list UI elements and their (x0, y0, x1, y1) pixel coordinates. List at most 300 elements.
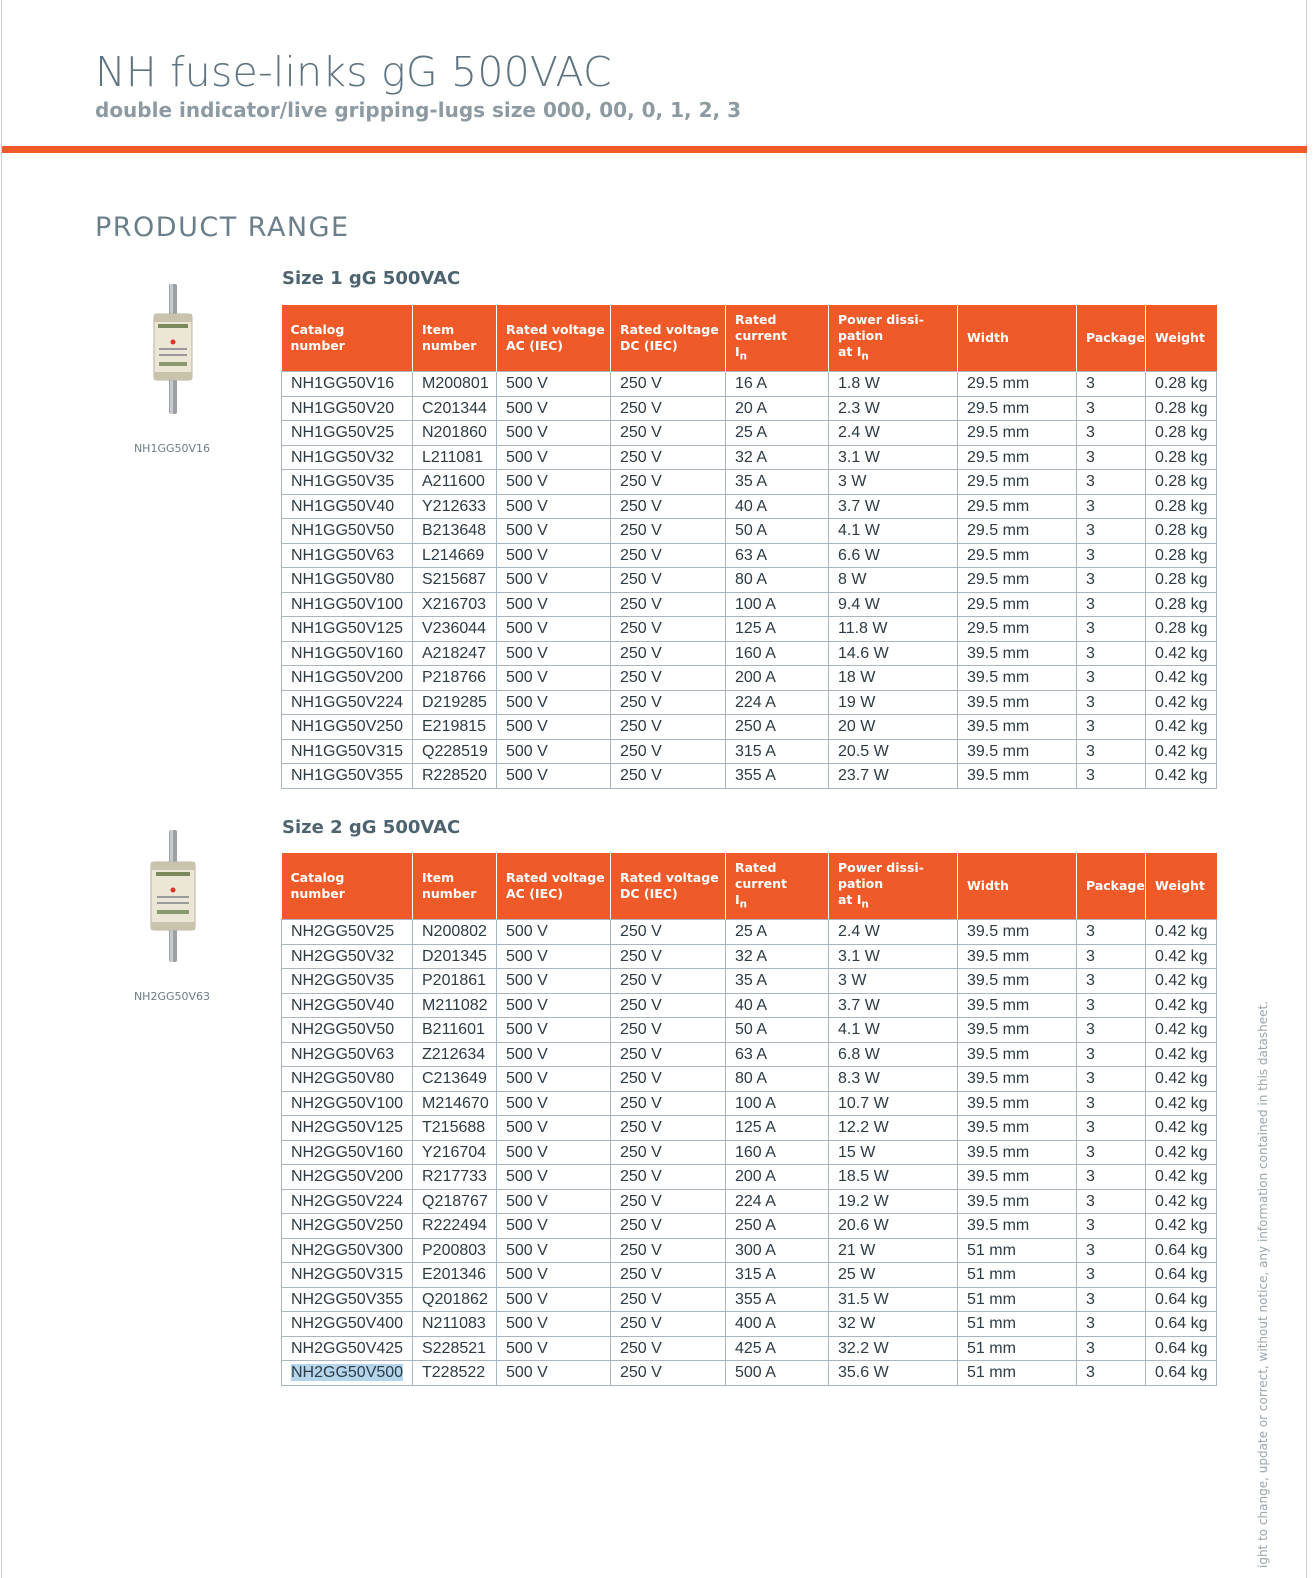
table-row (282, 1263, 1217, 1288)
cell-rated-voltage-dc: 250 V (611, 372, 726, 397)
cell-power-dissipation: 3 W (829, 470, 958, 495)
cell-power-dissipation: 8 W (829, 568, 958, 593)
section-heading: PRODUCT RANGE (95, 212, 350, 243)
cell-package: 3 (1077, 1361, 1146, 1386)
cell-item-number: Y212633 (413, 494, 497, 519)
cell-rated-current: 200 A (726, 666, 829, 691)
cell-package: 3 (1077, 1238, 1146, 1263)
cell-width: 39.5 mm (958, 969, 1077, 994)
cell-rated-voltage-ac: 500 V (497, 1238, 611, 1263)
cell-catalog-number: NH1GG50V200 (282, 666, 413, 691)
cell-catalog-number: NH1GG50V40 (282, 494, 413, 519)
cell-package: 3 (1077, 519, 1146, 544)
cell-width: 29.5 mm (958, 421, 1077, 446)
cell-weight: 0.42 kg (1146, 1189, 1217, 1214)
cell-rated-voltage-ac: 500 V (497, 494, 611, 519)
cell-width: 39.5 mm (958, 1214, 1077, 1239)
cell-package: 3 (1077, 1165, 1146, 1190)
cell-rated-current: 63 A (726, 543, 829, 568)
disclaimer-note: ight to change, update or correct, without notice, any information contained in this datasheet. (1256, 1000, 1270, 1568)
cell-rated-current: 300 A (726, 1238, 829, 1263)
cell-catalog-number: NH2GG50V200 (282, 1165, 413, 1190)
table-row (282, 969, 1217, 994)
cell-package: 3 (1077, 543, 1146, 568)
cell-item-number: B211601 (413, 1018, 497, 1043)
cell-rated-voltage-dc: 250 V (611, 445, 726, 470)
cell-package: 3 (1077, 1312, 1146, 1337)
cell-item-number: C213649 (413, 1067, 497, 1092)
cell-weight: 0.28 kg (1146, 568, 1217, 593)
cell-rated-current: 80 A (726, 568, 829, 593)
cell-item-number: L214669 (413, 543, 497, 568)
cell-rated-current: 32 A (726, 445, 829, 470)
cell-weight: 0.28 kg (1146, 470, 1217, 495)
cell-power-dissipation: 25 W (829, 1263, 958, 1288)
page-subtitle: double indicator/live gripping-lugs size 000, 00, 0, 1, 2, 3 (95, 98, 741, 122)
cell-item-number: B213648 (413, 519, 497, 544)
size2-spec-table (281, 853, 1217, 1386)
table-row (282, 519, 1217, 544)
cell-power-dissipation: 3.7 W (829, 993, 958, 1018)
cell-item-number: E201346 (413, 1263, 497, 1288)
header-catalog-number: Catalog number (282, 853, 413, 920)
cell-item-number: E219815 (413, 715, 497, 740)
cell-catalog-number: NH1GG50V32 (282, 445, 413, 470)
table-row (282, 1361, 1217, 1386)
header-rated-voltage-dc: Rated voltage DC (IEC) (611, 305, 726, 372)
cell-catalog-number: NH2GG50V35 (282, 969, 413, 994)
table-row (282, 1189, 1217, 1214)
table-row (282, 543, 1217, 568)
cell-weight: 0.28 kg (1146, 421, 1217, 446)
cell-rated-voltage-ac: 500 V (497, 519, 611, 544)
cell-width: 51 mm (958, 1361, 1077, 1386)
cell-rated-current: 160 A (726, 1140, 829, 1165)
cell-weight: 0.64 kg (1146, 1336, 1217, 1361)
cell-weight: 0.42 kg (1146, 739, 1217, 764)
cell-width: 39.5 mm (958, 1042, 1077, 1067)
cell-power-dissipation: 31.5 W (829, 1287, 958, 1312)
cell-power-dissipation: 2.4 W (829, 920, 958, 945)
cell-catalog-number: NH2GG50V300 (282, 1238, 413, 1263)
cell-rated-voltage-dc: 250 V (611, 993, 726, 1018)
cell-rated-voltage-ac: 500 V (497, 421, 611, 446)
cell-catalog-number: NH1GG50V224 (282, 690, 413, 715)
cell-weight: 0.42 kg (1146, 666, 1217, 691)
cell-package: 3 (1077, 690, 1146, 715)
cell-width: 39.5 mm (958, 920, 1077, 945)
cell-rated-voltage-dc: 250 V (611, 543, 726, 568)
cell-weight: 0.42 kg (1146, 1165, 1217, 1190)
table-row (282, 421, 1217, 446)
cell-width: 29.5 mm (958, 543, 1077, 568)
cell-item-number: V236044 (413, 617, 497, 642)
cell-item-number: Y216704 (413, 1140, 497, 1165)
cell-rated-current: 224 A (726, 1189, 829, 1214)
cell-item-number: T228522 (413, 1361, 497, 1386)
cell-power-dissipation: 15 W (829, 1140, 958, 1165)
cell-rated-voltage-dc: 250 V (611, 1287, 726, 1312)
cell-item-number: A218247 (413, 641, 497, 666)
cell-item-number: N200802 (413, 920, 497, 945)
cell-catalog-number: NH2GG50V40 (282, 993, 413, 1018)
cell-package: 3 (1077, 470, 1146, 495)
cell-rated-current: 32 A (726, 944, 829, 969)
cell-rated-voltage-dc: 250 V (611, 1336, 726, 1361)
cell-weight: 0.64 kg (1146, 1238, 1217, 1263)
cell-rated-voltage-ac: 500 V (497, 1140, 611, 1165)
cell-width: 39.5 mm (958, 715, 1077, 740)
cell-package: 3 (1077, 944, 1146, 969)
cell-width: 51 mm (958, 1312, 1077, 1337)
cell-rated-voltage-dc: 250 V (611, 666, 726, 691)
cell-width: 39.5 mm (958, 666, 1077, 691)
cell-item-number: C201344 (413, 396, 497, 421)
cell-item-number: R222494 (413, 1214, 497, 1239)
cell-rated-voltage-dc: 250 V (611, 1214, 726, 1239)
cell-catalog-number: NH1GG50V50 (282, 519, 413, 544)
cell-width: 29.5 mm (958, 592, 1077, 617)
table-row (282, 944, 1217, 969)
table-row (282, 617, 1217, 642)
cell-power-dissipation: 3 W (829, 969, 958, 994)
cell-rated-current: 50 A (726, 519, 829, 544)
cell-power-dissipation: 19.2 W (829, 1189, 958, 1214)
cell-package: 3 (1077, 1336, 1146, 1361)
header-rated-voltage-ac: Rated voltage AC (IEC) (497, 305, 611, 372)
cell-rated-current: 100 A (726, 592, 829, 617)
cell-width: 39.5 mm (958, 1018, 1077, 1043)
cell-rated-voltage-dc: 250 V (611, 969, 726, 994)
header-weight: Weight (1146, 853, 1217, 920)
cell-package: 3 (1077, 1263, 1146, 1288)
cell-item-number: M211082 (413, 993, 497, 1018)
size1-title: Size 1 gG 500VAC (282, 268, 461, 289)
cell-rated-voltage-ac: 500 V (497, 470, 611, 495)
cell-weight: 0.64 kg (1146, 1361, 1217, 1386)
cell-item-number: D219285 (413, 690, 497, 715)
table-row (282, 993, 1217, 1018)
cell-package: 3 (1077, 445, 1146, 470)
selected-text-highlight[interactable]: NH2GG50V500 (291, 1364, 404, 1382)
cell-power-dissipation: 2.4 W (829, 421, 958, 446)
cell-package: 3 (1077, 920, 1146, 945)
cell-rated-voltage-ac: 500 V (497, 920, 611, 945)
cell-package: 3 (1077, 1091, 1146, 1116)
cell-width: 39.5 mm (958, 944, 1077, 969)
cell-width: 29.5 mm (958, 445, 1077, 470)
table-row (282, 470, 1217, 495)
cell-width: 51 mm (958, 1238, 1077, 1263)
cell-package: 3 (1077, 1116, 1146, 1141)
table-row (282, 1091, 1217, 1116)
fuse-image-size2 (148, 830, 198, 962)
cell-power-dissipation: 6.6 W (829, 543, 958, 568)
cell-rated-voltage-dc: 250 V (611, 1140, 726, 1165)
cell-catalog-number: NH2GG50V315 (282, 1263, 413, 1288)
cell-rated-voltage-ac: 500 V (497, 568, 611, 593)
cell-rated-current: 315 A (726, 1263, 829, 1288)
cell-rated-voltage-ac: 500 V (497, 944, 611, 969)
cell-rated-current: 63 A (726, 1042, 829, 1067)
cell-weight: 0.42 kg (1146, 1116, 1217, 1141)
cell-catalog-number: NH1GG50V35 (282, 470, 413, 495)
cell-catalog-number: NH2GG50V160 (282, 1140, 413, 1165)
cell-rated-voltage-dc: 250 V (611, 1116, 726, 1141)
cell-catalog-number: NH2GG50V355 (282, 1287, 413, 1312)
cell-rated-voltage-dc: 250 V (611, 1312, 726, 1337)
cell-rated-voltage-ac: 500 V (497, 1091, 611, 1116)
table-row (282, 641, 1217, 666)
cell-package: 3 (1077, 715, 1146, 740)
cell-item-number: S215687 (413, 568, 497, 593)
cell-power-dissipation: 3.1 W (829, 944, 958, 969)
size1-spec-table (281, 305, 1217, 789)
cell-rated-voltage-dc: 250 V (611, 944, 726, 969)
table-row (282, 372, 1217, 397)
table-row (282, 1312, 1217, 1337)
cell-power-dissipation: 4.1 W (829, 519, 958, 544)
cell-power-dissipation: 10.7 W (829, 1091, 958, 1116)
cell-power-dissipation: 12.2 W (829, 1116, 958, 1141)
size2-title: Size 2 gG 500VAC (282, 817, 461, 838)
cell-rated-current: 224 A (726, 690, 829, 715)
table-row (282, 690, 1217, 715)
cell-package: 3 (1077, 568, 1146, 593)
cell-rated-voltage-ac: 500 V (497, 666, 611, 691)
cell-rated-voltage-ac: 500 V (497, 445, 611, 470)
cell-package: 3 (1077, 641, 1146, 666)
table-row (282, 764, 1217, 789)
cell-item-number: D201345 (413, 944, 497, 969)
cell-width: 29.5 mm (958, 396, 1077, 421)
cell-rated-voltage-dc: 250 V (611, 690, 726, 715)
cell-rated-current: 80 A (726, 1067, 829, 1092)
cell-power-dissipation: 14.6 W (829, 641, 958, 666)
cell-rated-voltage-dc: 250 V (611, 470, 726, 495)
cell-weight: 0.42 kg (1146, 1067, 1217, 1092)
table-row (282, 920, 1217, 945)
cell-weight: 0.28 kg (1146, 592, 1217, 617)
cell-catalog-number: NH1GG50V125 (282, 617, 413, 642)
cell-weight: 0.42 kg (1146, 969, 1217, 994)
cell-item-number: N201860 (413, 421, 497, 446)
cell-power-dissipation: 2.3 W (829, 396, 958, 421)
cell-rated-current: 200 A (726, 1165, 829, 1190)
cell-weight: 0.28 kg (1146, 617, 1217, 642)
table-header-row (282, 305, 1217, 372)
table-row (282, 1042, 1217, 1067)
cell-rated-current: 35 A (726, 470, 829, 495)
cell-package: 3 (1077, 372, 1146, 397)
cell-item-number: X216703 (413, 592, 497, 617)
table-row (282, 1214, 1217, 1239)
table-row (282, 739, 1217, 764)
cell-catalog-number: NH1GG50V63 (282, 543, 413, 568)
cell-rated-voltage-dc: 250 V (611, 592, 726, 617)
header-weight: Weight (1146, 305, 1217, 372)
cell-item-number: M214670 (413, 1091, 497, 1116)
cell-rated-voltage-ac: 500 V (497, 1067, 611, 1092)
cell-rated-voltage-ac: 500 V (497, 543, 611, 568)
cell-catalog-number: NH2GG50V125 (282, 1116, 413, 1141)
cell-rated-current: 160 A (726, 641, 829, 666)
cell-power-dissipation: 8.3 W (829, 1067, 958, 1092)
cell-rated-current: 16 A (726, 372, 829, 397)
cell-catalog-number: NH2GG50V425 (282, 1336, 413, 1361)
cell-power-dissipation: 21 W (829, 1238, 958, 1263)
cell-catalog-number: NH2GG50V63 (282, 1042, 413, 1067)
cell-catalog-number: NH2GG50V50 (282, 1018, 413, 1043)
cell-rated-voltage-ac: 500 V (497, 764, 611, 789)
cell-rated-current: 425 A (726, 1336, 829, 1361)
cell-rated-voltage-ac: 500 V (497, 592, 611, 617)
cell-width: 39.5 mm (958, 1165, 1077, 1190)
cell-rated-voltage-dc: 250 V (611, 1067, 726, 1092)
cell-rated-current: 25 A (726, 421, 829, 446)
cell-rated-voltage-ac: 500 V (497, 715, 611, 740)
cell-package: 3 (1077, 494, 1146, 519)
cell-width: 39.5 mm (958, 739, 1077, 764)
cell-weight: 0.42 kg (1146, 1214, 1217, 1239)
cell-rated-voltage-ac: 500 V (497, 1018, 611, 1043)
cell-rated-voltage-dc: 250 V (611, 1042, 726, 1067)
header-width: Width (958, 305, 1077, 372)
cell-rated-voltage-dc: 250 V (611, 1263, 726, 1288)
table-row (282, 1336, 1217, 1361)
cell-weight: 0.42 kg (1146, 1042, 1217, 1067)
cell-rated-voltage-dc: 250 V (611, 1091, 726, 1116)
cell-rated-voltage-ac: 500 V (497, 993, 611, 1018)
cell-rated-voltage-dc: 250 V (611, 494, 726, 519)
cell-catalog-number: NH1GG50V355 (282, 764, 413, 789)
cell-rated-voltage-dc: 250 V (611, 739, 726, 764)
cell-width: 39.5 mm (958, 1189, 1077, 1214)
cell-power-dissipation: 32.2 W (829, 1336, 958, 1361)
cell-rated-voltage-ac: 500 V (497, 739, 611, 764)
cell-power-dissipation: 32 W (829, 1312, 958, 1337)
cell-item-number: Q218767 (413, 1189, 497, 1214)
cell-rated-voltage-ac: 500 V (497, 1165, 611, 1190)
cell-width: 29.5 mm (958, 470, 1077, 495)
header-rated-voltage-ac: Rated voltage AC (IEC) (497, 853, 611, 920)
cell-package: 3 (1077, 1287, 1146, 1312)
cell-weight: 0.42 kg (1146, 641, 1217, 666)
cell-rated-voltage-ac: 500 V (497, 690, 611, 715)
cell-package: 3 (1077, 1214, 1146, 1239)
cell-width: 51 mm (958, 1336, 1077, 1361)
table-row (282, 1287, 1217, 1312)
header-rated-voltage-dc: Rated voltage DC (IEC) (611, 853, 726, 920)
cell-rated-voltage-ac: 500 V (497, 1263, 611, 1288)
cell-rated-voltage-dc: 250 V (611, 568, 726, 593)
cell-width: 29.5 mm (958, 568, 1077, 593)
header-width: Width (958, 853, 1077, 920)
cell-rated-current: 400 A (726, 1312, 829, 1337)
table-row (282, 1165, 1217, 1190)
cell-width: 29.5 mm (958, 494, 1077, 519)
cell-package: 3 (1077, 1067, 1146, 1092)
accent-divider (2, 146, 1307, 153)
cell-width: 39.5 mm (958, 993, 1077, 1018)
cell-catalog-number: NH1GG50V25 (282, 421, 413, 446)
cell-package: 3 (1077, 592, 1146, 617)
cell-item-number: L211081 (413, 445, 497, 470)
cell-rated-voltage-dc: 250 V (611, 1238, 726, 1263)
table-row (282, 396, 1217, 421)
cell-item-number: N211083 (413, 1312, 497, 1337)
cell-catalog-number: NH2GG50V400 (282, 1312, 413, 1337)
cell-rated-voltage-dc: 250 V (611, 421, 726, 446)
cell-weight: 0.42 kg (1146, 1140, 1217, 1165)
cell-catalog-number: NH1GG50V20 (282, 396, 413, 421)
cell-weight: 0.28 kg (1146, 494, 1217, 519)
header-catalog-number: Catalog number (282, 305, 413, 372)
cell-item-number: Z212634 (413, 1042, 497, 1067)
cell-power-dissipation: 6.8 W (829, 1042, 958, 1067)
table-row (282, 1067, 1217, 1092)
cell-rated-current: 100 A (726, 1091, 829, 1116)
cell-weight: 0.42 kg (1146, 993, 1217, 1018)
cell-weight: 0.42 kg (1146, 690, 1217, 715)
cell-item-number: Q201862 (413, 1287, 497, 1312)
cell-width: 39.5 mm (958, 1140, 1077, 1165)
cell-item-number: P200803 (413, 1238, 497, 1263)
table-row (282, 1018, 1217, 1043)
cell-weight: 0.42 kg (1146, 715, 1217, 740)
cell-rated-voltage-ac: 500 V (497, 372, 611, 397)
cell-package: 3 (1077, 421, 1146, 446)
cell-power-dissipation: 20.5 W (829, 739, 958, 764)
cell-power-dissipation: 9.4 W (829, 592, 958, 617)
cell-catalog-number: NH1GG50V80 (282, 568, 413, 593)
cell-rated-voltage-ac: 500 V (497, 641, 611, 666)
cell-catalog-number: NH2GG50V224 (282, 1189, 413, 1214)
header-rated-current: Rated current $I_n$ (726, 305, 829, 372)
cell-width: 39.5 mm (958, 641, 1077, 666)
cell-weight: 0.42 kg (1146, 1018, 1217, 1043)
cell-package: 3 (1077, 1018, 1146, 1043)
cell-rated-voltage-ac: 500 V (497, 1287, 611, 1312)
cell-rated-current: 125 A (726, 617, 829, 642)
cell-width: 39.5 mm (958, 764, 1077, 789)
cell-weight: 0.64 kg (1146, 1312, 1217, 1337)
cell-weight: 0.64 kg (1146, 1287, 1217, 1312)
cell-package: 3 (1077, 617, 1146, 642)
cell-weight: 0.28 kg (1146, 543, 1217, 568)
cell-rated-current: 25 A (726, 920, 829, 945)
cell-rated-current: 315 A (726, 739, 829, 764)
cell-rated-voltage-dc: 250 V (611, 641, 726, 666)
cell-item-number: A211600 (413, 470, 497, 495)
cell-catalog-number: NH1GG50V100 (282, 592, 413, 617)
table-row (282, 666, 1217, 691)
cell-catalog-number: NH2GG50V25 (282, 920, 413, 945)
cell-rated-current: 50 A (726, 1018, 829, 1043)
cell-catalog-number: NH1GG50V315 (282, 739, 413, 764)
cell-rated-voltage-dc: 250 V (611, 396, 726, 421)
cell-item-number: T215688 (413, 1116, 497, 1141)
cell-rated-voltage-dc: 250 V (611, 1165, 726, 1190)
cell-rated-voltage-ac: 500 V (497, 969, 611, 994)
cell-width: 29.5 mm (958, 372, 1077, 397)
cell-rated-voltage-ac: 500 V (497, 1361, 611, 1386)
cell-rated-voltage-ac: 500 V (497, 1312, 611, 1337)
header-item-number: Item number (413, 305, 497, 372)
cell-item-number: R217733 (413, 1165, 497, 1190)
table-row (282, 1116, 1217, 1141)
header-package: Package (1077, 305, 1146, 372)
